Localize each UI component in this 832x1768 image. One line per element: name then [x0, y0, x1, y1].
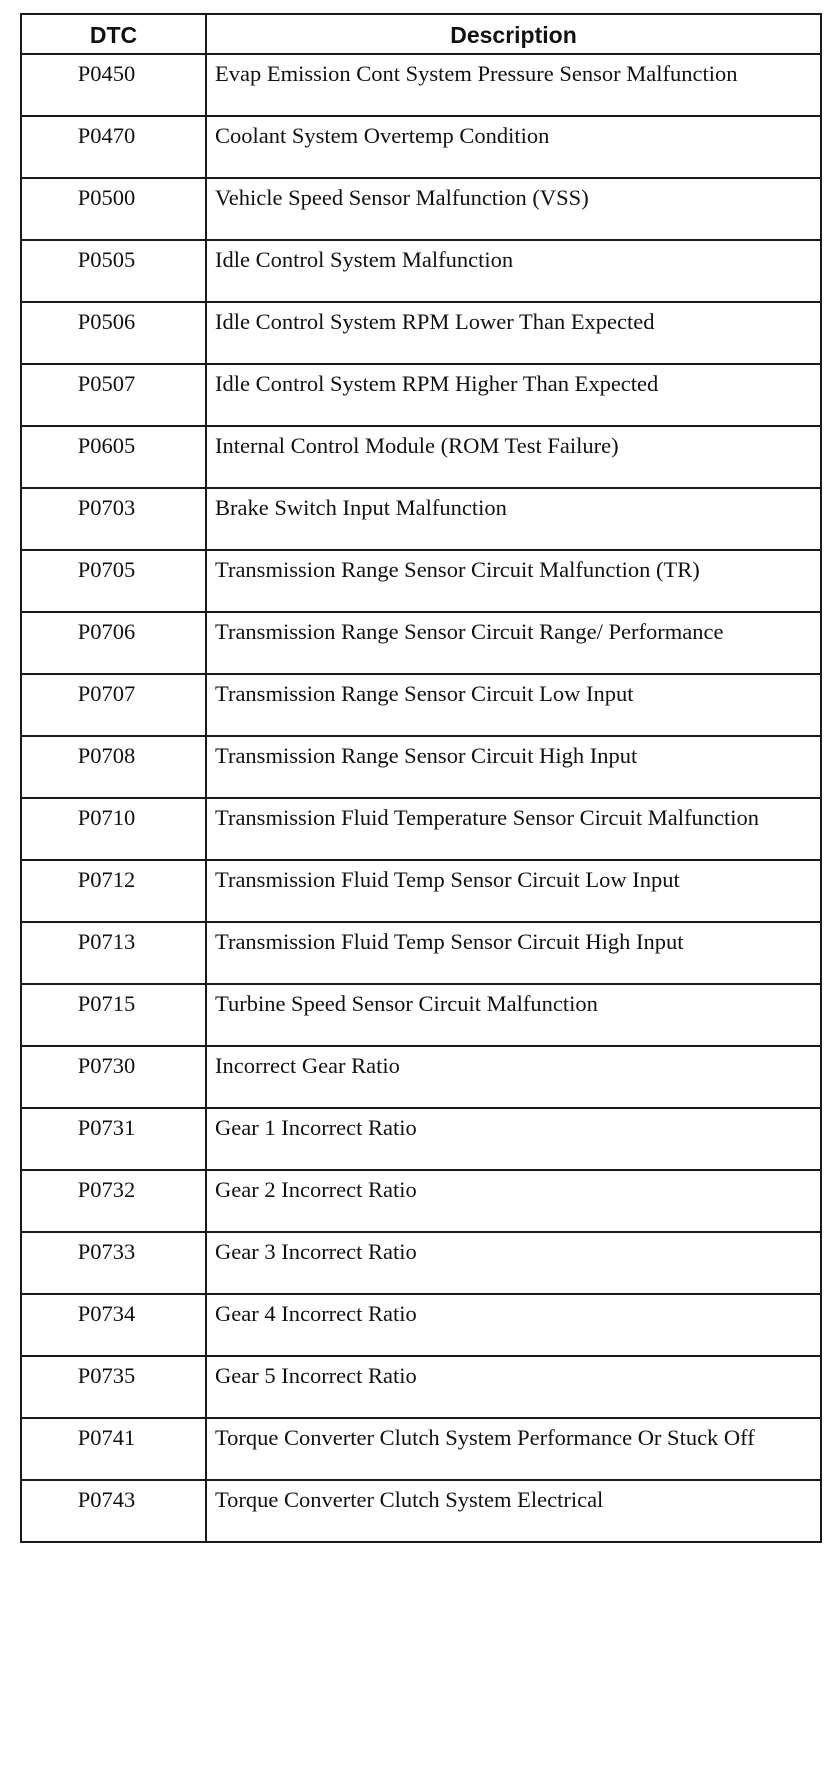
dtc-description-cell: Gear 2 Incorrect Ratio [206, 1170, 821, 1232]
dtc-description-cell: Transmission Range Sensor Circuit High Input [206, 736, 821, 798]
dtc-description-cell: Gear 4 Incorrect Ratio [206, 1294, 821, 1356]
dtc-code-cell: P0707 [21, 674, 206, 736]
dtc-code-cell: P0713 [21, 922, 206, 984]
dtc-code-cell: P0500 [21, 178, 206, 240]
column-header-dtc: DTC [21, 14, 206, 54]
table-row [21, 1108, 821, 1170]
dtc-table [20, 13, 822, 1543]
table-row [21, 488, 821, 550]
table-row [21, 1356, 821, 1418]
table-row [21, 240, 821, 302]
dtc-code-cell: P0730 [21, 1046, 206, 1108]
table-body [21, 54, 821, 1542]
table-row [21, 1418, 821, 1480]
dtc-description-cell: Brake Switch Input Malfunction [206, 488, 821, 550]
dtc-code-cell: P0506 [21, 302, 206, 364]
dtc-code-cell: P0708 [21, 736, 206, 798]
dtc-description-cell: Transmission Range Sensor Circuit Range/ Performance [206, 612, 821, 674]
table-header-row [21, 14, 821, 54]
dtc-code-cell: P0605 [21, 426, 206, 488]
dtc-description-cell: Gear 3 Incorrect Ratio [206, 1232, 821, 1294]
table-row [21, 426, 821, 488]
dtc-code-cell: P0715 [21, 984, 206, 1046]
dtc-code-cell: P0450 [21, 54, 206, 116]
dtc-description-cell: Torque Converter Clutch System Performance Or Stuck Off [206, 1418, 821, 1480]
dtc-description-cell: Vehicle Speed Sensor Malfunction (VSS) [206, 178, 821, 240]
dtc-description-cell: Idle Control System RPM Lower Than Expected [206, 302, 821, 364]
table-row [21, 860, 821, 922]
table-row [21, 1170, 821, 1232]
table-row [21, 1232, 821, 1294]
dtc-code-cell: P0735 [21, 1356, 206, 1418]
dtc-description-cell: Transmission Fluid Temp Sensor Circuit High Input [206, 922, 821, 984]
table-row [21, 116, 821, 178]
table-row [21, 550, 821, 612]
table-row [21, 736, 821, 798]
dtc-code-cell: P0712 [21, 860, 206, 922]
table-row [21, 922, 821, 984]
dtc-code-cell: P0741 [21, 1418, 206, 1480]
dtc-code-cell: P0507 [21, 364, 206, 426]
table-row [21, 1294, 821, 1356]
dtc-description-cell: Gear 5 Incorrect Ratio [206, 1356, 821, 1418]
dtc-description-cell: Incorrect Gear Ratio [206, 1046, 821, 1108]
dtc-description-cell: Coolant System Overtemp Condition [206, 116, 821, 178]
document-page [20, 13, 820, 1757]
dtc-code-cell: P0731 [21, 1108, 206, 1170]
table-row [21, 674, 821, 736]
dtc-code-cell: P0743 [21, 1480, 206, 1542]
table-row [21, 1046, 821, 1108]
table-row [21, 54, 821, 116]
dtc-description-cell: Evap Emission Cont System Pressure Sensor Malfunction [206, 54, 821, 116]
dtc-code-cell: P0706 [21, 612, 206, 674]
dtc-code-cell: P0734 [21, 1294, 206, 1356]
dtc-code-cell: P0470 [21, 116, 206, 178]
table-row [21, 798, 821, 860]
dtc-description-cell: Transmission Fluid Temperature Sensor Circuit Malfunction [206, 798, 821, 860]
table-row [21, 612, 821, 674]
table-row [21, 1480, 821, 1542]
dtc-code-cell: P0705 [21, 550, 206, 612]
table-row [21, 178, 821, 240]
table-row [21, 302, 821, 364]
column-header-description: Description [206, 14, 821, 54]
dtc-code-cell: P0732 [21, 1170, 206, 1232]
dtc-description-cell: Idle Control System Malfunction [206, 240, 821, 302]
dtc-description-cell: Transmission Range Sensor Circuit Low Input [206, 674, 821, 736]
dtc-description-cell: Gear 1 Incorrect Ratio [206, 1108, 821, 1170]
dtc-code-cell: P0733 [21, 1232, 206, 1294]
dtc-description-cell: Turbine Speed Sensor Circuit Malfunction [206, 984, 821, 1046]
dtc-description-cell: Torque Converter Clutch System Electrical [206, 1480, 821, 1542]
table-row [21, 364, 821, 426]
table-row [21, 984, 821, 1046]
dtc-description-cell: Idle Control System RPM Higher Than Expected [206, 364, 821, 426]
dtc-description-cell: Internal Control Module (ROM Test Failure) [206, 426, 821, 488]
dtc-code-cell: P0505 [21, 240, 206, 302]
dtc-code-cell: P0703 [21, 488, 206, 550]
dtc-description-cell: Transmission Range Sensor Circuit Malfunction (TR) [206, 550, 821, 612]
dtc-description-cell: Transmission Fluid Temp Sensor Circuit Low Input [206, 860, 821, 922]
dtc-code-cell: P0710 [21, 798, 206, 860]
